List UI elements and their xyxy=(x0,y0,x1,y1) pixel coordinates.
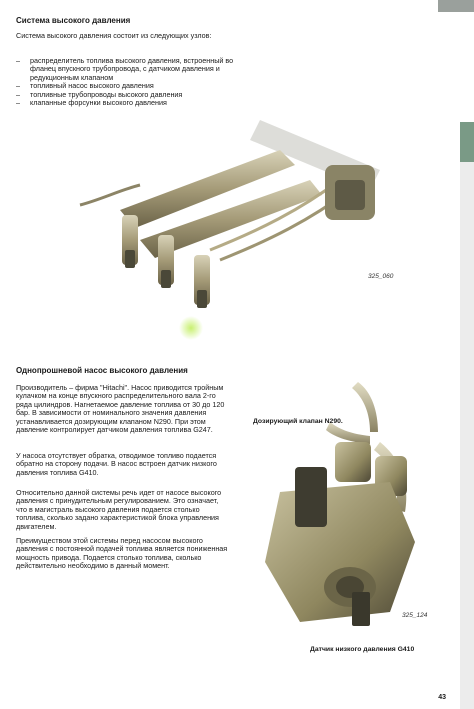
figure2-caption: 325_124 xyxy=(402,612,428,619)
section2-paragraph-3: Относительно данной системы речь идет от насосе высокого давления с принудительным регулированием. Это означает, что в магистраль высокого давления подается столько топлива, сколько задано характеристикой блока управления двигателем. xyxy=(16,488,222,531)
section1-intro: Система высокого давления состоит из следующих узлов: xyxy=(16,31,212,40)
list-item: – топливные трубопроводы высокого давления xyxy=(16,91,246,99)
page-corner-tab xyxy=(438,0,474,12)
section1-title: Система высокого давления xyxy=(16,16,131,25)
list-item: – топливный насос высокого давления xyxy=(16,82,246,90)
margin-strip xyxy=(460,162,474,709)
pump-illustration xyxy=(240,372,455,640)
list-item: – клапанные форсунки высокого давления xyxy=(16,99,246,107)
section2-paragraph-2: У насоса отсутствует обратка, отводимое топливо подается обратно на сторону подачи. В насос встроен датчик низкого давления топлива G410. xyxy=(16,451,217,477)
section2-paragraph-1: Производитель – фирма "Hitachi". Насос приводится тройным кулачком на конце впускного распределительного вала 2-го ряда цилиндров. Нагнетаемое давление топлива от 30 до 120 бар. В зависимости от номинального значения давления устанавливается дозирующим клапаном N290. При этом давление контролирует датчиком давления топлива G247. xyxy=(16,383,225,435)
chapter-marker xyxy=(460,122,474,162)
list-item: – распределитель топлива высокого давления, встроенный во фланец впускного трубопровода, с датчиком давления и редукционным клапаном xyxy=(16,57,246,82)
page-number: 43 xyxy=(438,694,446,701)
section2-title: Однопрошневой насос высокого давления xyxy=(16,366,188,375)
low-pressure-sensor-label: Датчик низкого давления G410 xyxy=(310,646,415,653)
metering-valve-label: Дозирующий клапан N290. xyxy=(253,418,343,425)
figure1-caption: 325_060 xyxy=(368,273,394,280)
fuel-rail-illustration xyxy=(60,110,400,340)
section2-paragraph-4: Преимуществом этой системы перед насосом высокого давления с постоянной подачей топлива является пониженная мощность привода. Подается столько топлива, сколько действительно необходимо в данный момент. xyxy=(16,536,228,571)
component-list xyxy=(16,57,246,107)
